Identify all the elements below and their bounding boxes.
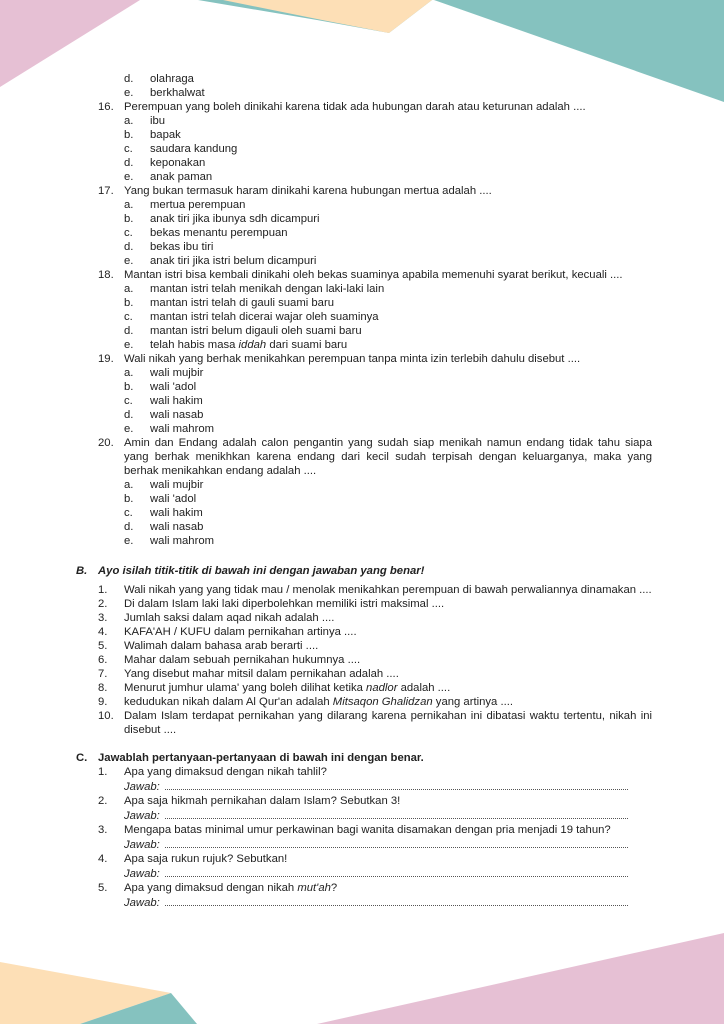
question-number: 19. [98,353,114,365]
item-text: Walimah dalam bahasa arab berarti .... [124,640,319,652]
option-text [150,338,347,352]
question-19 [98,352,652,366]
option-letter: c. [124,227,133,239]
option [98,324,652,338]
fill-item-3 [98,611,652,625]
option-letter: e. [124,535,134,547]
item-number: 4. [98,626,108,638]
option-text: mantan istri telah di gauli suami baru [150,297,334,309]
section-b-heading [76,564,652,578]
question-text-part: ? [330,882,338,894]
answer-label: Jawab: [124,810,160,822]
fill-item-10 [98,709,652,737]
question-text: Mengapa batas minimal umur perkawinan bagi wanita disamakan dengan pria menjadi 19 tahun? [124,824,611,836]
option [98,296,652,310]
option-text: wali nasab [150,521,204,533]
option-text: ibu [150,115,166,127]
answer-dotted-line[interactable] [165,895,628,906]
peach-top-shape [223,0,432,33]
option-letter: c. [124,395,133,407]
option-letter: a. [124,367,134,379]
option [98,310,652,324]
section-b-fill-in [76,564,652,737]
answer-line-2[interactable] [98,808,652,823]
question-text: Apa saja hikmah pernikahan dalam Islam? Sebutkan 3! [124,795,401,807]
answer-line-4[interactable] [98,866,652,881]
option [98,156,652,170]
fill-item-7 [98,667,652,681]
option [98,408,652,422]
answer-label: Jawab: [124,897,160,909]
item-text-part: adalah .... [397,682,451,694]
item-text-italic: nadlor [366,682,398,694]
item-number: 5. [98,640,108,652]
question-16 [98,100,652,114]
question-text-italic: mut'ah [297,882,331,894]
item-number: 2. [98,598,108,610]
answer-label: Jawab: [124,781,160,793]
answer-dotted-line[interactable] [165,779,628,790]
option-text-part: dari suami baru [266,339,348,351]
question-text: Yang bukan termasuk haram dinikahi karena hubungan mertua adalah .... [124,185,492,197]
item-number: 9. [98,696,108,708]
option [98,240,652,254]
question-18 [98,268,652,282]
essay-question-2 [98,794,652,808]
item-text: KAFA'AH / KUFU dalam pernikahan artinya .... [124,626,357,638]
item-text [124,681,652,695]
option-letter: e. [124,171,134,183]
option [98,520,652,534]
option-text: bekas menantu perempuan [150,227,288,239]
option-letter: c. [124,507,133,519]
fill-item-9 [98,695,652,709]
option-letter: d. [124,241,134,253]
option-text: anak paman [150,171,213,183]
essay-question-5 [98,881,652,895]
item-text: Yang disebut mahar mitsil dalam pernikahan adalah .... [124,668,399,680]
option-letter: e. [124,87,134,99]
option-text: wali hakim [150,507,203,519]
option [98,492,652,506]
item-text: Mahar dalam sebuah pernikahan hukumnya .... [124,654,361,666]
fill-item-6 [98,653,652,667]
option-text: saudara kandung [150,143,238,155]
item-number: 6. [98,654,108,666]
answer-label: Jawab: [124,868,160,880]
question-text [124,881,652,895]
option-text: bapak [150,129,181,141]
section-c-heading [76,751,652,765]
item-number: 7. [98,668,108,680]
item-text-italic: Mitsaqon Ghalidzan [332,696,433,708]
item-text-part: kedudukan nikah dalam Al Qur'an adalah [124,696,333,708]
option-text: wali mahrom [150,423,215,435]
answer-dotted-line[interactable] [165,866,628,877]
option [98,142,652,156]
option-letter: d. [124,325,134,337]
answer-dotted-line[interactable] [165,808,628,819]
option-letter: a. [124,283,134,295]
essay-question-3 [98,823,652,837]
option [98,478,652,492]
option-letter: b. [124,493,134,505]
option [98,506,652,520]
answer-line-1[interactable] [98,779,652,794]
option-text: wali nasab [150,409,204,421]
option-letter: a. [124,199,134,211]
option-text: wali 'adol [150,493,197,505]
question-number: 18. [98,269,114,281]
item-number: 4. [98,853,108,865]
option-letter: e. [124,423,134,435]
option-letter: d. [124,521,134,533]
item-number: 3. [98,612,108,624]
item-text-part: yang artinya .... [432,696,514,708]
option [98,394,652,408]
section-label: B. [76,565,88,577]
section-label: C. [76,752,88,764]
question-text: Mantan istri bisa kembali dinikahi oleh bekas suaminya apabila memenuhi syarat berikut, kecuali .... [124,269,623,281]
option-letter: b. [124,213,134,225]
option [98,338,652,352]
answer-line-3[interactable] [98,837,652,852]
option-letter: d. [124,157,134,169]
option-text: berkhalwat [150,87,205,99]
item-text: Dalam Islam terdapat pernikahan yang dilarang karena pernikahan ini dibatasi waktu tertentu, nikah ini disebut .... [124,710,652,736]
option [98,128,652,142]
item-number: 10. [98,710,114,722]
option-letter: e. [124,339,134,351]
option-text-part: telah habis masa [150,339,239,351]
question-text: Wali nikah yang berhak menikahkan perempuan tanpa minta izin terlebih dahulu disebut .... [124,353,581,365]
fill-item-8 [98,681,652,695]
option-text: olahraga [150,73,194,85]
option-text: mantan istri telah dicerai wajar oleh suaminya [150,311,379,323]
question-text: Apa saja rukun rujuk? Sebutkan! [124,853,288,865]
option-letter: a. [124,115,134,127]
option [98,282,652,296]
option-letter: d. [124,73,134,85]
option [98,254,652,268]
item-text: Wali nikah yang yang tidak mau / menolak menikahkan perempuan di bawah perwaliannya dinamakan .... [124,584,652,596]
option-text: wali mujbir [150,479,204,491]
item-number: 2. [98,795,108,807]
option [98,380,652,394]
option [98,114,652,128]
option-text: anak tiri jika ibunya sdh dicampuri [150,213,320,225]
option-text: mantan istri telah menikah dengan laki-laki lain [150,283,385,295]
item-text-part: Menurut jumhur ulama' yang boleh dilihat ketika [124,682,367,694]
option-letter: b. [124,129,134,141]
fill-item-5 [98,639,652,653]
fill-item-4 [98,625,652,639]
pink-bottom-right-shape [317,933,724,1024]
essay-question-4 [98,852,652,866]
option-letter: c. [124,311,133,323]
option [98,86,652,100]
answer-label: Jawab: [124,839,160,851]
option-letter: c. [124,143,133,155]
essay-question-1 [98,765,652,779]
option-text: mantan istri belum digauli oleh suami baru [150,325,362,337]
option [98,534,652,548]
option [98,72,652,86]
question-number: 20. [98,437,114,449]
option-text: wali 'adol [150,381,197,393]
option-letter: b. [124,297,134,309]
question-20 [98,436,652,478]
item-number: 8. [98,682,108,694]
item-text: Jumlah saksi dalam aqad nikah adalah .... [124,612,335,624]
question-text: Amin dan Endang adalah calon pengantin yang sudah siap menikah namun endang tidak tahu siapa yang berhak menikhkan karena endang dari kecil sudah terpisah dengan keluarganya, maka yang berhak menikahkan endang adalah .... [124,437,652,477]
option-letter: b. [124,381,134,393]
answer-line-5[interactable] [98,895,652,910]
option [98,170,652,184]
question-text-part: Apa yang dimaksud dengan nikah [124,882,298,894]
item-text [124,695,652,709]
question-number: 17. [98,185,114,197]
option [98,226,652,240]
section-c-essay [76,751,652,910]
item-number: 1. [98,766,108,778]
option [98,212,652,226]
option [98,198,652,212]
answer-dotted-line[interactable] [165,837,628,848]
option-letter: e. [124,255,134,267]
section-title: Ayo isilah titik-titik di bawah ini dengan jawaban yang benar! [98,565,425,577]
question-17 [98,184,652,198]
option [98,366,652,380]
question-number: 16. [98,101,114,113]
item-number: 1. [98,584,108,596]
option-text: keponakan [150,157,206,169]
option-text: wali hakim [150,395,203,407]
option-text: mertua perempuan [150,199,246,211]
fill-item-1 [98,583,652,597]
fill-item-2 [98,597,652,611]
option-text-italic: iddah [238,339,267,351]
section-title: Jawablah pertanyaan-pertanyaan di bawah ini dengan benar. [98,752,424,764]
item-text: Di dalam Islam laki laki diperbolehkan memiliki istri maksimal .... [124,598,445,610]
worksheet-content [76,72,652,910]
option-text: bekas ibu tiri [150,241,214,253]
option [98,422,652,436]
option-text: wali mujbir [150,367,204,379]
section-a-multiple-choice [98,72,652,548]
item-number: 3. [98,824,108,836]
option-letter: d. [124,409,134,421]
item-number: 5. [98,882,108,894]
option-text: wali mahrom [150,535,215,547]
option-letter: a. [124,479,134,491]
question-text: Perempuan yang boleh dinikahi karena tidak ada hubungan darah atau keturunan adalah .... [124,101,586,113]
question-text: Apa yang dimaksud dengan nikah tahlil? [124,766,327,778]
option-text: anak tiri jika istri belum dicampuri [150,255,317,267]
